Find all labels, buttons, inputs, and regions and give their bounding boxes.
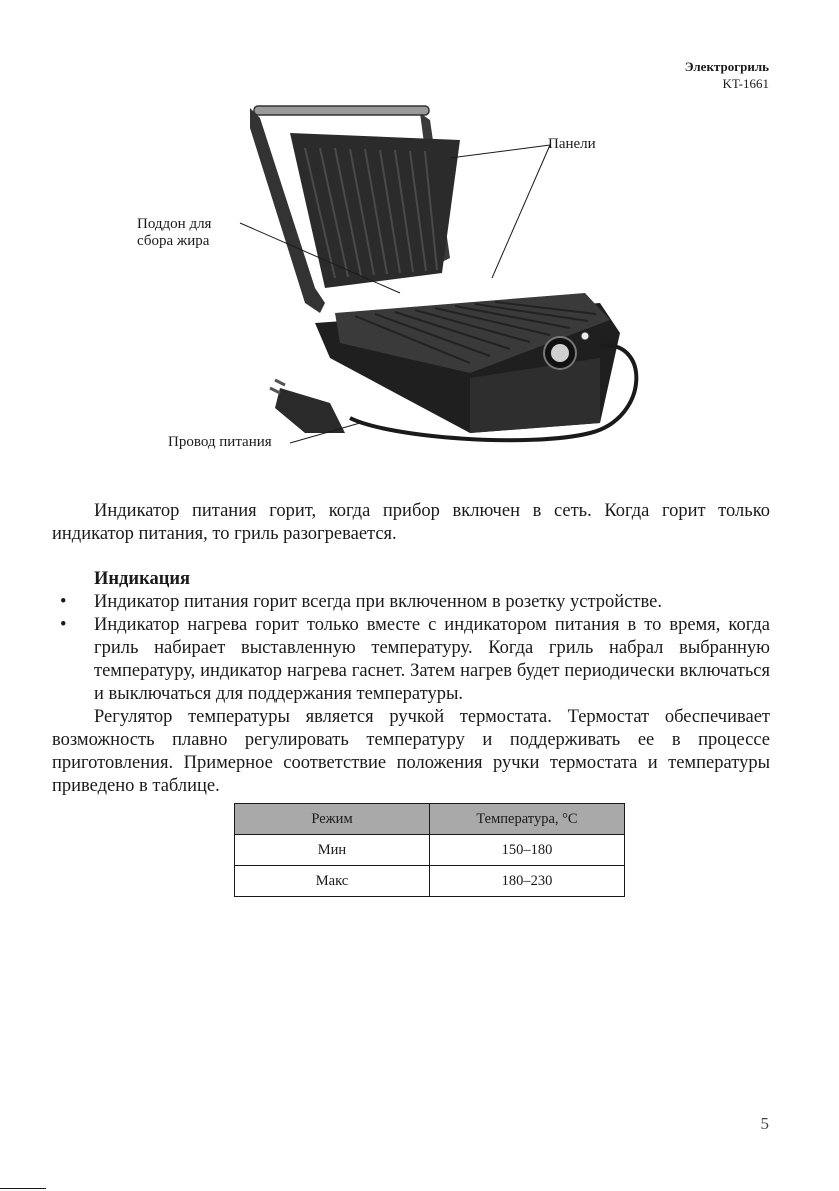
page-number: 5 bbox=[760, 1114, 769, 1133]
thermostat-paragraph: Регулятор температуры является ручкой термостата. Термостат обеспечивает возможность плавно регулировать температуру и поддерживать ее в процессе приготовления. Примерное соответствие положения ручки термостата и температуры приведено в таблице. bbox=[52, 707, 770, 796]
table-row bbox=[235, 835, 625, 866]
table-header: Температура, °C bbox=[430, 804, 625, 835]
product-title: Электрогриль bbox=[684, 59, 769, 74]
callout-tray-line2: сбора жира bbox=[137, 233, 210, 249]
section-heading: Индикация bbox=[94, 569, 191, 589]
intro-paragraph: Индикатор питания горит, когда прибор включен в сеть. Когда горит только индикатор питания, то гриль разогревается. bbox=[52, 501, 770, 544]
callout-tray-line1: Поддон для bbox=[137, 216, 212, 232]
grill-image bbox=[130, 88, 750, 468]
table-header-row bbox=[235, 804, 625, 835]
table-cell: Макс bbox=[235, 866, 430, 897]
callout-tray bbox=[137, 216, 211, 250]
table-header: Режим bbox=[235, 804, 430, 835]
list-item: • Индикатор питания горит всегда при включенном в розетку устройстве. bbox=[52, 591, 770, 614]
list-item: • Индикатор нагрева горит только вместе с индикатором питания в то время, когда гриль набирает выставленную температуру. Когда гриль набрал выбранную температуру, индикатор нагрева гаснет. Затем нагрев будет периодически включаться и выключаться для поддержания температуры. bbox=[52, 614, 770, 706]
page-header bbox=[685, 58, 769, 92]
callout-panels: Панели bbox=[548, 136, 596, 152]
indication-list bbox=[52, 591, 770, 706]
table-cell: Мин bbox=[235, 835, 430, 866]
temperature-table bbox=[234, 803, 625, 897]
footer-divider bbox=[0, 1188, 46, 1189]
callout-cord: Провод питания bbox=[168, 434, 272, 450]
grill-illustration bbox=[130, 88, 750, 468]
table-cell: 150–180 bbox=[430, 835, 625, 866]
table-cell: 180–230 bbox=[430, 866, 625, 897]
table-row bbox=[235, 866, 625, 897]
body-text bbox=[52, 500, 770, 798]
product-model: KT-1661 bbox=[722, 76, 769, 91]
